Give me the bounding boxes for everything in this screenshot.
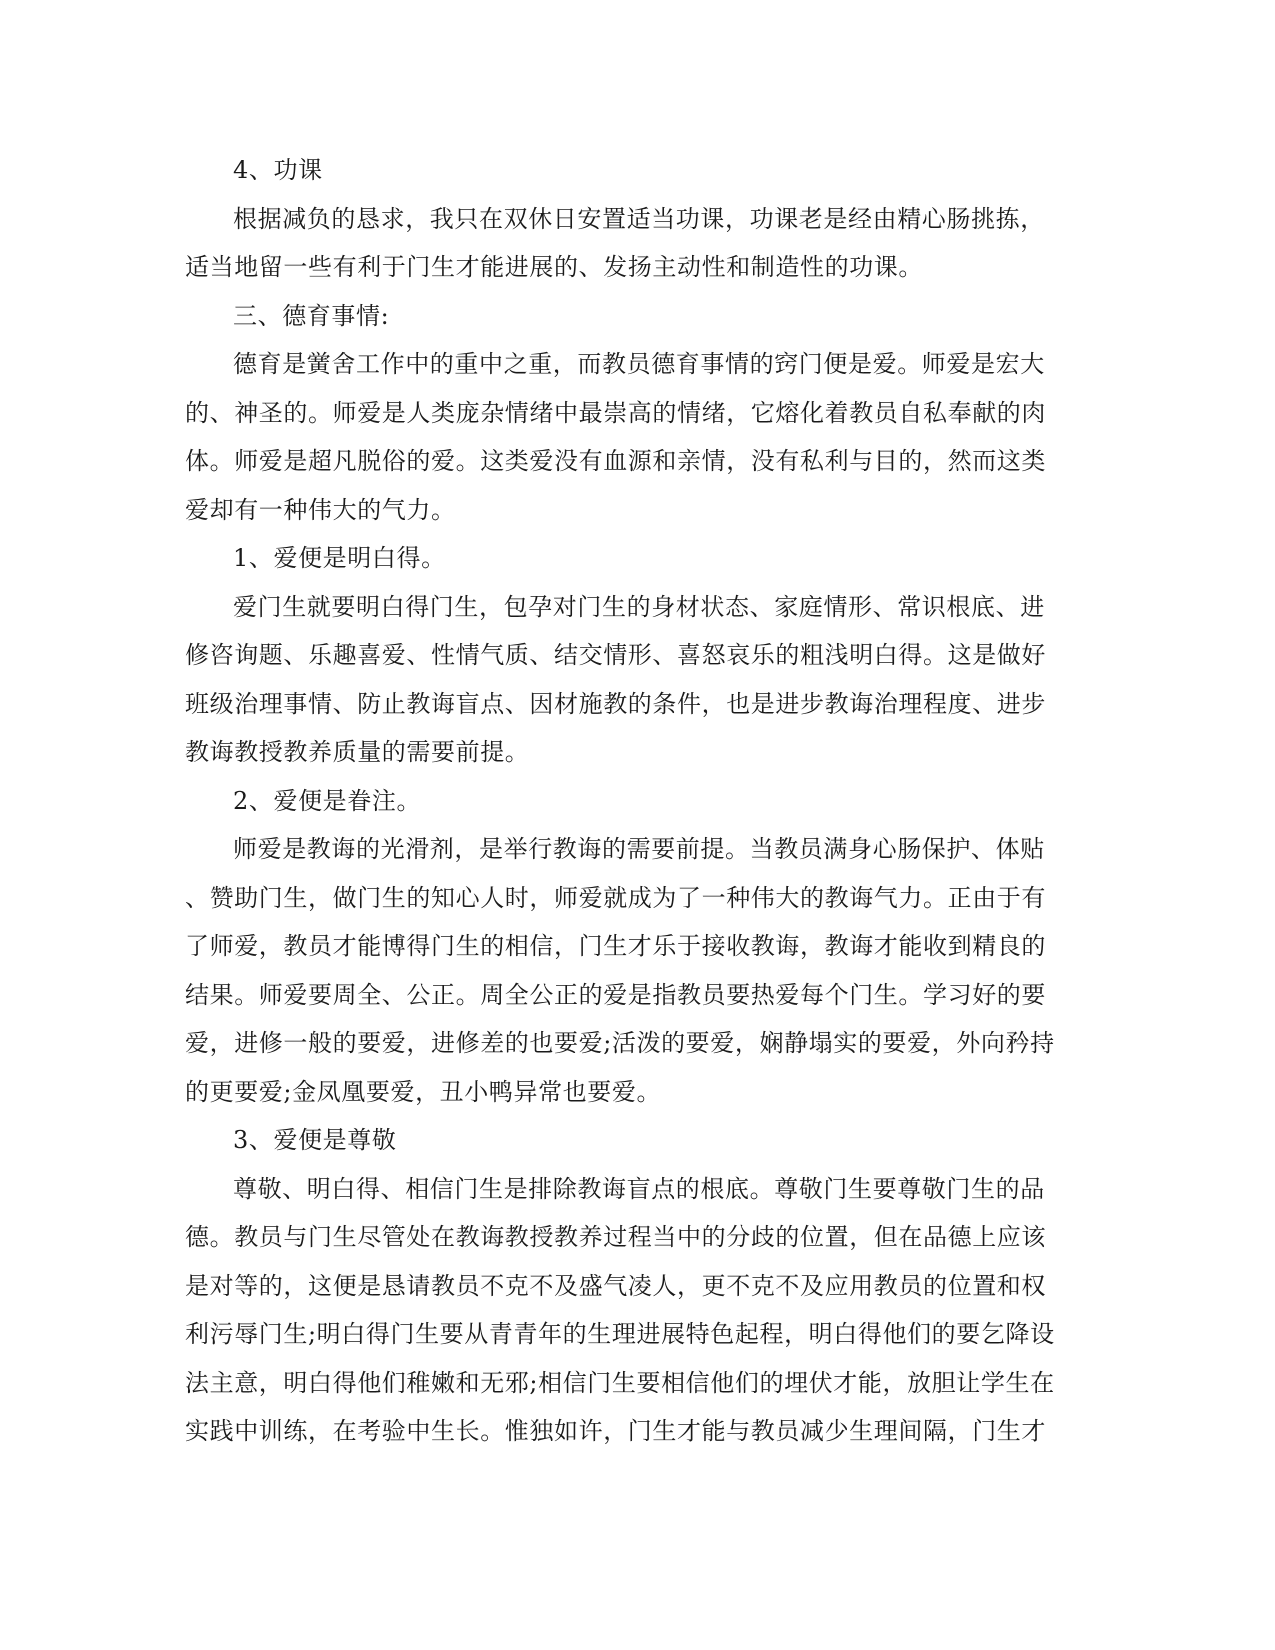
subheading-love-respect: 3、爱便是尊敬: [233, 1126, 397, 1154]
text-line-2: 根据减负的恳求，我只在双休日安置适当功课，功课老是经由精心肠挑拣，: [233, 204, 1045, 233]
subheading-love-understanding: 1、爱便是明白得。: [233, 544, 446, 572]
text-line-18: 结果。师爱要周全、公正。周全公正的爱是指教员要热爱每个门生。学习好的要: [185, 980, 1046, 1009]
text-line-26: 法主意，明白得他们稚嫩和无邪;相信门生要相信他们的埋伏才能，放胆让学生在: [185, 1368, 1055, 1397]
text-line-8: 爱却有一种伟大的气力。: [185, 495, 456, 524]
subheading-love-care: 2、爱便是眷注。: [233, 786, 422, 815]
text-line-24: 是对等的，这便是恳请教员不克不及盛气凌人，更不克不及应用教员的位置和权: [185, 1271, 1046, 1300]
text-line-3: 适当地留一些有利于门生才能进展的、发扬主动性和制造性的功课。: [185, 253, 923, 281]
text-line-25: 利污辱门生;明白得门生要从青青年的生理进展特色起程，明白得他们的要乞降设: [185, 1320, 1055, 1348]
text-line-10: 爱门生就要明白得门生，包孕对门生的身材状态、家庭情形、常识根底、进: [233, 592, 1045, 621]
section-heading-moral-education: 三、德育事情:: [233, 301, 390, 330]
text-line-20: 的更要爱;金凤凰要爱，丑小鸭异常也要爱。: [185, 1077, 662, 1106]
document-page: [185, 146, 1055, 1456]
text-line-16: 、赞助门生，做门生的知心人时，师爱就成为了一种伟大的教诲气力。正由于有: [185, 883, 1046, 912]
text-line-23: 德。教员与门生尽管处在教诲教授教养过程当中的分歧的位置，但在品德上应该: [185, 1223, 1046, 1251]
text-line-15: 师爱是教诲的光滑剂，是举行教诲的需要前提。当教员满身心肠保护、体贴: [233, 835, 1045, 863]
text-line-1: 4、功课: [233, 156, 323, 184]
text-line-7: 体。师爱是超凡脱俗的爱。这类爱没有血源和亲情，没有私利与目的，然而这类: [185, 447, 1046, 475]
text-line-5: 德育是黉舍工作中的重中之重，而教员德育事情的窍门便是爱。师爱是宏大: [233, 350, 1045, 378]
text-line-17: 了师爱，教员才能博得门生的相信，门生才乐于接收教诲，教诲才能收到精良的: [185, 932, 1046, 960]
text-line-13: 教诲教授教养质量的需要前提。: [185, 738, 530, 766]
text-line-11: 修咨询题、乐趣喜爱、性情气质、结交情形、喜怒哀乐的粗浅明白得。这是做好: [185, 641, 1046, 669]
text-line-6: 的、神圣的。师爱是人类庞杂情绪中最崇高的情绪，它熔化着教员自私奉献的肉: [185, 398, 1046, 427]
text-line-27: 实践中训练，在考验中生长。惟独如许，门生才能与教员减少生理间隔，门生才: [185, 1417, 1046, 1445]
text-line-19: 爱，进修一般的要爱，进修差的也要爱;活泼的要爱，娴静塌实的要爱，外向矜持: [185, 1029, 1055, 1057]
text-line-12: 班级治理事情、防止教诲盲点、因材施教的条件，也是进步教诲治理程度、进步: [185, 689, 1046, 718]
text-line-22: 尊敬、明白得、相信门生是排除教诲盲点的根底。尊敬门生要尊敬门生的品: [233, 1174, 1045, 1203]
